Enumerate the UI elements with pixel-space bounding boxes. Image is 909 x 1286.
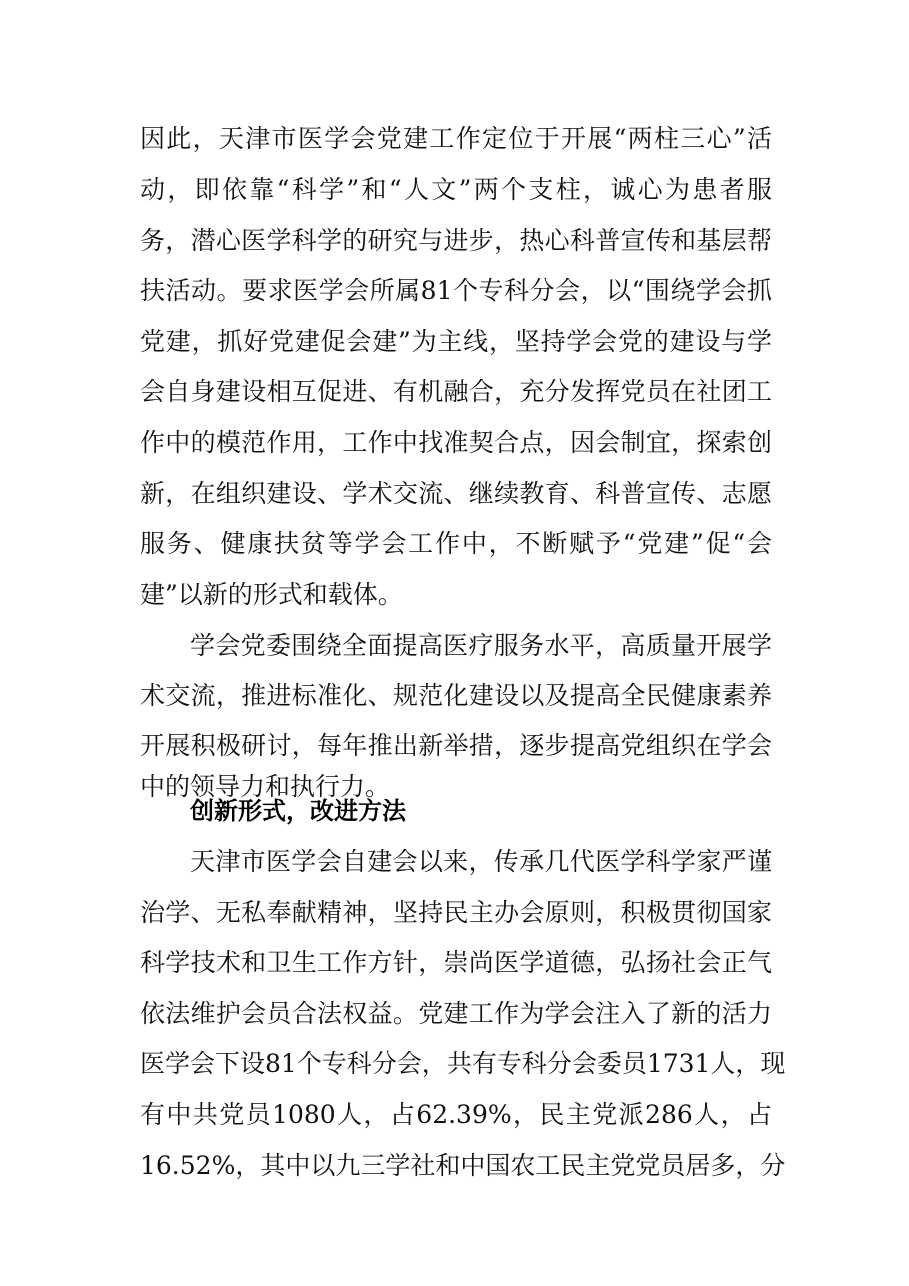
paragraph-1-line-1: 因此，天津市医学会党建工作定位于开展“两柱三心”活 xyxy=(140,124,772,153)
paragraph-1-line-5: 党建，抓好党建促会建”为主线，坚持学会党的建设与学 xyxy=(140,327,772,356)
paragraph-1-line-9: 服务、健康扶贫等学会工作中，不断赋予“党建”促“会 xyxy=(140,529,772,558)
paragraph-3-line-5: 医学会下设81个专科分会，共有专科分会委员1731人，现 xyxy=(140,1049,786,1078)
paragraph-2-line-4: 中的领导力和执行力。 xyxy=(140,772,391,801)
paragraph-3-line-3: 科学技术和卫生工作方针，崇尚医学道德，弘扬社会正气 xyxy=(140,948,772,977)
paragraph-2-line-2: 术交流，推进标准化、规范化建设以及提高全民健康素养 xyxy=(140,681,772,710)
paragraph-1-line-6: 会自身建设相互促进、有机融合，充分发挥党员在社团工 xyxy=(140,377,772,406)
paragraph-1-line-2: 动，即依靠“科学”和“人文”两个支柱，诚心为患者服 xyxy=(140,175,772,204)
paragraph-3-line-7: 16.52%，其中以九三学社和中国农工民主党党员居多，分 xyxy=(140,1151,786,1180)
paragraph-1-line-7: 作中的模范作用，工作中找准契合点，因会制宜，探索创 xyxy=(140,428,772,457)
section-heading: 创新形式，改进方法 xyxy=(190,797,406,825)
paragraph-1-line-4: 扶活动。要求医学会所属81个专科分会，以“围绕学会抓 xyxy=(140,276,772,305)
paragraph-3-line-1: 天津市医学会自建会以来，传承几代医学科学家严谨 xyxy=(190,847,772,876)
paragraph-3-line-4: 依法维护会员合法权益。党建工作为学会注入了新的活力 xyxy=(140,999,772,1028)
paragraph-1-line-3: 务，潜心医学科学的研究与进步，热心科普宣传和基层帮 xyxy=(140,226,772,255)
paragraph-1-line-8: 新，在组织建设、学术交流、继续教育、科普宣传、志愿 xyxy=(140,479,772,508)
paragraph-2-line-1: 学会党委围绕全面提高医疗服务水平，高质量开展学 xyxy=(190,631,772,660)
paragraph-3-line-6: 有中共党员1080人，占62.39%，民主党派286人，占 xyxy=(140,1100,772,1129)
paragraph-2-line-3: 开展积极研讨，每年推出新举措，逐步提高党组织在学会 xyxy=(140,731,772,760)
paragraph-1-line-10: 建”以新的形式和载体。 xyxy=(140,580,403,609)
paragraph-3-line-2: 治学、无私奉献精神，坚持民主办会原则，积极贯彻国家 xyxy=(140,898,772,927)
